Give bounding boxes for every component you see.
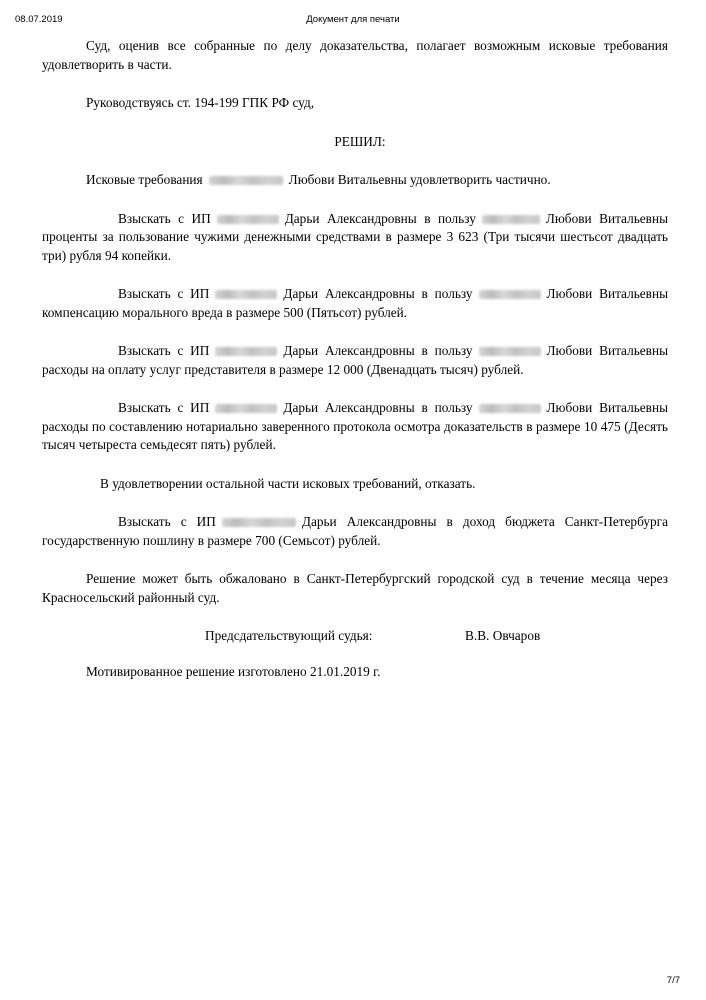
court-opinion-paragraph: Суд, оценив все собранные по делу доказательства, полагает возможным исковые требования удовлетворить в части.: [42, 38, 668, 72]
page-number: 7/7: [666, 975, 680, 986]
appeal-paragraph: Решение может быть обжаловано в Санкт-Петербургский городской суд в течение месяца через Красносельский районный суд.: [42, 571, 668, 605]
recover-text-a: Взыскать с ИП: [118, 343, 210, 358]
recover-moral-damage-paragraph: [42, 285, 668, 322]
claims-text-end: Любови Витальевны удовлетворить частично.: [288, 172, 551, 187]
print-header: [0, 14, 706, 30]
state-duty-paragraph: [42, 513, 668, 550]
guided-paragraph: Руководствуясь ст. 194-199 ГПК РФ суд,: [86, 95, 315, 110]
refuse-paragraph: В удовлетворении остальной части исковых требований, отказать.: [100, 475, 476, 491]
duty-text-b: Дарьи Александровны в доход бюджета Санкт-Петербурга государственную пошлину в размере 700 (Семьсот) рублей.: [42, 514, 668, 548]
recover-notary-paragraph: [42, 399, 668, 455]
redacted-name: [209, 176, 283, 185]
claims-paragraph: [42, 171, 668, 190]
print-date: 08.07.2019: [15, 14, 63, 25]
recover-text-b: Дарьи Александровны в пользу: [284, 210, 476, 226]
recover-representative-paragraph: [42, 342, 668, 379]
redacted-name: [215, 404, 277, 413]
redacted-name: [482, 215, 540, 224]
recover-text-b: Дарьи Александровны в пользу: [283, 400, 473, 415]
recover-interest-paragraph: [42, 210, 668, 266]
recover-text-c: Любови Витальевны расходы по составлению нотариально заверенного протокола осмотра доказательств в размере 10 475 (Десять тысяч четыреста семьдесят пять) рублей.: [42, 400, 669, 452]
redacted-name: [479, 290, 541, 299]
claims-text-start: Исковые требования: [86, 172, 203, 187]
redacted-name: [479, 347, 541, 356]
document-body: [42, 37, 668, 702]
motivated-decision-paragraph: Мотивированное решение изготовлено 21.01.2019 г.: [86, 664, 381, 679]
signature-row: [42, 627, 668, 647]
recover-text-a: Взыскать с ИП: [118, 210, 211, 226]
recover-text-b: Дарьи Александровны в пользу: [283, 343, 473, 358]
signature-title: Предсдательствующий судья:: [205, 628, 373, 643]
recover-text-b: Дарьи Александровны в пользу: [283, 286, 473, 301]
judge-name: В.В. Овчаров: [465, 628, 541, 643]
redacted-name: [217, 215, 279, 224]
recover-text-c: Любови Витальевны расходы на оплату услуг представителя в размере 12 000 (Двенадцать тысяч) рублей.: [42, 343, 669, 377]
redacted-name: [479, 404, 541, 413]
redacted-name: [222, 518, 296, 527]
redacted-name: [215, 290, 277, 299]
decision-heading: РЕШИЛ:: [334, 133, 386, 149]
duty-text-a: Взыскать с ИП: [118, 514, 216, 529]
print-title: Документ для печати: [306, 14, 400, 25]
recover-text-a: Взыскать с ИП: [118, 400, 210, 415]
recover-text-a: Взыскать с ИП: [118, 286, 210, 301]
redacted-name: [215, 347, 277, 356]
recover-text-c: Любови Витальевны компенсацию морального вреда в размере 500 (Пятьсот) рублей.: [42, 286, 669, 320]
recover-text-c: Любови Витальевны проценты за пользование чужими денежными средствами в размере 3 623 (Три тысячи шестьсот двадцать три) рубля 94 копейки.: [42, 210, 668, 263]
